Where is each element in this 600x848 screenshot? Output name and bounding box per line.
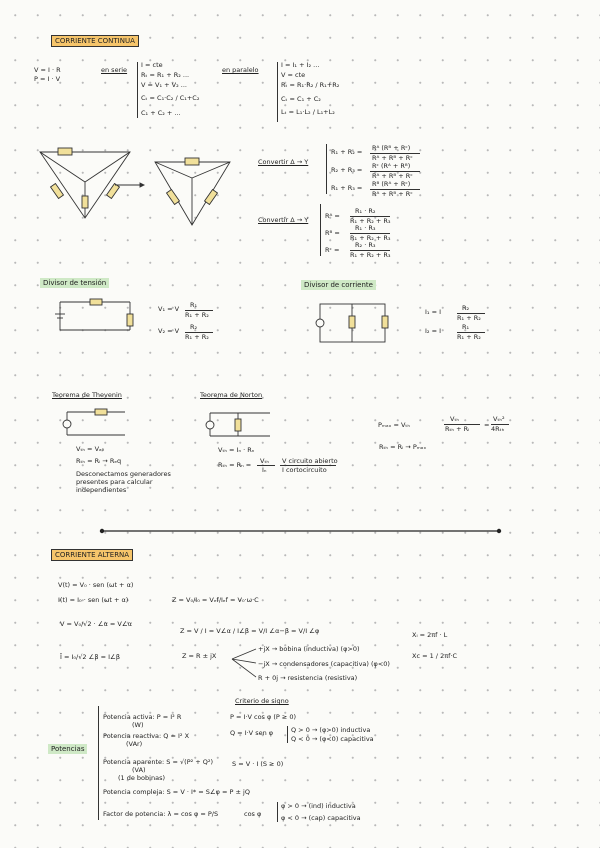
pf-capacitive: φ < 0 → (cap) capacitiva	[281, 814, 361, 822]
norton-frac-den: Iₙ	[262, 466, 267, 474]
ac-voltage-eq: V(t) = V₀ · sen (ωt + α)	[58, 581, 134, 589]
ac-current-eq: I(t) = I₀ · sen (ωt + α)	[58, 596, 129, 604]
delta-eq-num: Rᴮ (Rᴬ + Rᶜ)	[372, 180, 411, 188]
ac-xc: Xc = 1 / 2πf·C	[412, 652, 458, 660]
series-item: V = V₁ + V₂ ...	[141, 81, 187, 89]
ac-resistive: R + 0j → resistencia (resistiva)	[258, 674, 358, 682]
i1-eq: I₁ = I	[425, 308, 442, 316]
power-brace	[98, 706, 99, 820]
delta-to-star-label: Convertir Δ → Y	[258, 158, 309, 166]
series-brace	[137, 62, 138, 118]
active-power-formula: P = I·V cos φ (P ≥ 0)	[230, 713, 297, 721]
series-item: C₁ + C₂ + ...	[141, 109, 181, 117]
star-eq-lhs: Rᴬ =	[325, 212, 340, 220]
v1-den: R₁ + R₂	[185, 311, 209, 319]
pf-inductive: φ > 0 → (ind) inductiva	[281, 802, 356, 810]
series-item: I = cte	[141, 61, 163, 69]
delta-eq-den: Rᴬ + Rᴮ + Rᶜ	[372, 154, 413, 162]
delta-eq-den: Rᴬ + Rᴮ + Rᶜ	[372, 172, 413, 180]
star-eq-num: R₁ · R₃	[355, 224, 376, 232]
pmax-lhs: Pₘₐₓ = Vₜₕ	[378, 421, 410, 429]
norton-frac-num: V circuito abierto	[282, 457, 338, 465]
section-divider	[98, 527, 503, 535]
ac-z-phasor: Z = V / I = V∠α / I∠β = V/I ∠α−β = V/I ∠φ	[180, 627, 320, 635]
i2-num: R₁	[462, 323, 470, 331]
rth-rl: Rₜₕ = Rₗ → Pₘₐₓ	[379, 443, 427, 451]
delta-eq-num: Rᶜ (Rᴬ + Rᴮ)	[372, 162, 411, 170]
apparent-power: Potencia aparente: S = √(P² + Q²)	[103, 758, 214, 766]
thevenin-note: presentes para calcular	[76, 478, 153, 486]
pmax-num: Vₜₕ	[450, 415, 459, 423]
i2-eq: I₂ = I	[425, 327, 442, 335]
branch-arrows	[230, 645, 260, 681]
current-divider-circuit	[305, 296, 400, 346]
v1-eq: V₁ = V	[158, 305, 180, 313]
thevenin-title: Teorema de Thevenin	[52, 391, 122, 399]
ac-phasor-i: Ī = I₀/√2 ∠β = I∠β	[60, 653, 120, 661]
pmax-den: Rₜₕ + Rₗ	[445, 425, 470, 433]
series-item: Rₜ = R₁ + R₂ ...	[141, 71, 190, 79]
delta-eq-num: Rᴬ (Rᴮ + Rᶜ)	[372, 144, 411, 152]
apparent-power-note: (1 de bobinas)	[118, 774, 165, 782]
v2-num: R₂	[190, 323, 198, 331]
active-power-unit: (W)	[132, 721, 144, 729]
ac-z-complex: Z = R ± jX	[182, 652, 217, 660]
thevenin-note: Desconectamos generadores	[76, 470, 171, 478]
norton-title: Teorema de Norton	[200, 391, 263, 399]
thevenin-rth: Rₜₕ = Rₗ → Rₑq	[76, 457, 122, 465]
thevenin-note: independientes	[76, 486, 127, 494]
delta-star-diagram	[30, 140, 240, 230]
star-eq-lhs: Rᶜ =	[325, 246, 340, 254]
delta-eq-lhs: R₂ + R₃ =	[331, 166, 363, 174]
voltage-divider-title: Divisor de tensión	[40, 278, 109, 288]
dc-title: CORRIENTE CONTINUA	[51, 35, 139, 47]
star-eq-lhs: Rᴮ =	[325, 229, 340, 237]
ac-title: CORRIENTE ALTERNA	[51, 549, 133, 561]
i1-num: R₂	[462, 304, 470, 312]
star-eq-den: R₁ + R₂ + R₃	[350, 234, 391, 242]
v2-eq: V₂ = V	[158, 327, 180, 335]
norton-frac-den: I cortocircuito	[282, 466, 327, 474]
delta-eq-den: Rᴬ + Rᴮ + Rᶜ	[372, 190, 413, 198]
star-brace	[320, 204, 321, 256]
sign-criterion: Criterio de signo	[235, 697, 289, 705]
star-eq-den: R₁ + R₂ + R₃	[350, 217, 391, 225]
current-divider-title: Divisor de corriente	[301, 280, 376, 290]
ohm-law: V = I · R	[34, 66, 61, 74]
reactive-inductive: Q > 0 → (φ>0) inductiva	[291, 726, 371, 734]
star-eq-num: R₂ · R₃	[355, 241, 376, 249]
ac-xl: Xₗ = 2πf · L	[412, 631, 448, 639]
series-label: en serie	[101, 66, 128, 74]
power-factor: Factor de potencia: λ = cos φ = P/S	[103, 810, 219, 818]
v2-den: R₁ + R₂	[185, 333, 209, 341]
series-item: Cₜ = C₁·C₂ / C₁+C₂	[141, 94, 200, 102]
delta-eq-lhs: R₁ + R₃ =	[331, 184, 363, 192]
power-law: P = I · V	[34, 75, 61, 83]
reactive-power-formula: Q = I·V sen φ	[230, 729, 274, 737]
apparent-power-formula: S = V · I (S ≥ 0)	[232, 760, 284, 768]
reactive-power-unit: (VAr)	[126, 740, 143, 748]
ac-impedance-eq: Z = V₀/I₀ = Vₑf/Iₑf = V₀·ω·C	[172, 596, 259, 604]
v1-num: R₁	[190, 301, 198, 309]
thevenin-vth: Vₜₕ = Vₐᵦ	[76, 445, 105, 453]
reactive-brace	[287, 726, 288, 743]
norton-rth: Rₜₕ = Rₙ =	[218, 461, 252, 469]
i2-den: R₁ + R₂	[457, 333, 481, 341]
complex-power: Potencia compleja: S = V · I* = S∠φ = P ± jQ	[103, 788, 250, 796]
thevenin-circuit	[55, 402, 135, 442]
norton-vth: Vₜₕ = Iₙ · Rₙ	[218, 446, 255, 454]
delta-eq-lhs: R₁ + R₂ =	[331, 148, 363, 156]
parallel-item: V = cte	[281, 71, 306, 79]
norton-frac-num: Vₜₕ	[260, 457, 269, 465]
star-eq-num: R₁ · R₂	[355, 207, 376, 215]
i1-den: R₁ + R₂	[457, 314, 481, 322]
parallel-item: I = I₁ + I₂ ...	[281, 61, 320, 69]
reactive-power: Potencia reactiva: Q = I² X	[103, 732, 190, 740]
ac-phasor-v: V = V₀/√2 · ∠α = V∠α	[60, 620, 132, 628]
delta-brace	[326, 144, 327, 194]
voltage-divider-circuit	[45, 292, 145, 337]
apparent-power-unit: (VA)	[132, 766, 146, 774]
pmax-den: 4Rₜₕ	[491, 425, 505, 433]
parallel-label: en paralelo	[222, 66, 259, 74]
power-label: Potencias	[48, 744, 87, 754]
parallel-item: Rₜ = R₁·R₂ / R₁+R₂	[281, 81, 340, 89]
parallel-item: Cₜ = C₁ + C₂	[281, 95, 321, 103]
power-factor-cos: cos φ	[244, 810, 262, 818]
pmax-equals: =	[484, 421, 490, 429]
reactive-capacitive: Q < 0 → (φ<0) capacitiva	[291, 735, 374, 743]
star-eq-den: R₁ + R₂ + R₃	[350, 251, 391, 259]
star-to-delta-label: Convertir Δ → Y	[258, 216, 309, 224]
pmax-num: Vₜₕ²	[493, 415, 505, 423]
ac-inductive: +jX → bobina (inductiva) (φ>0)	[258, 645, 360, 653]
parallel-item: Lₜ = L₁·L₂ / L₁+L₂	[281, 108, 335, 116]
norton-circuit	[200, 403, 280, 443]
parallel-brace	[277, 62, 278, 122]
ac-capacitive: −jX → condensadores (capacitiva) (φ<0)	[258, 660, 390, 668]
active-power: Potencia activa: P = I² R	[103, 713, 182, 721]
pf-brace	[277, 802, 278, 822]
